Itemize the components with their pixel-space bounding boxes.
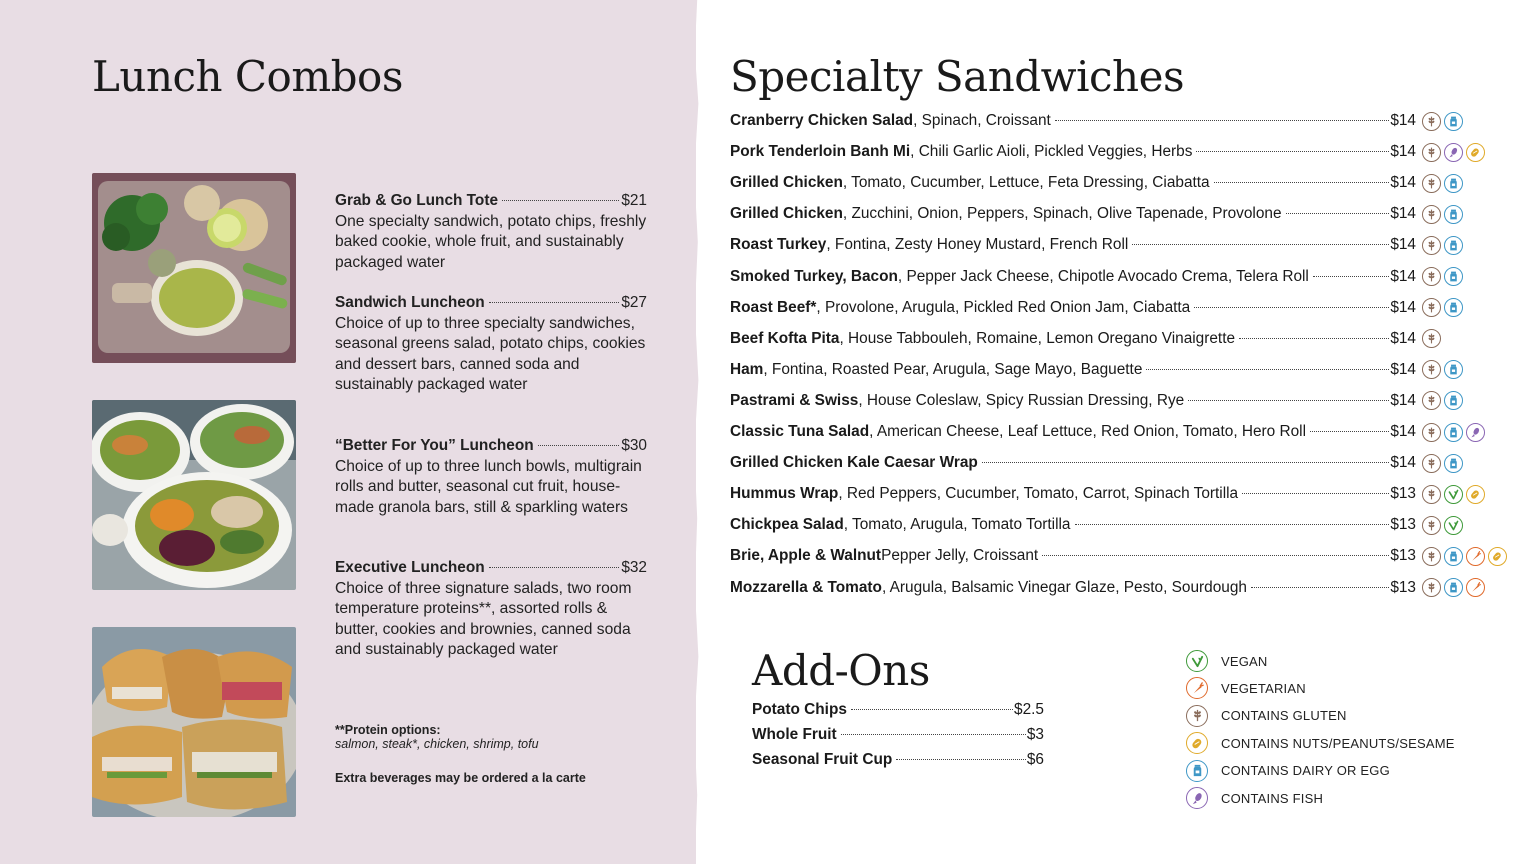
- dairy-icon: [1444, 174, 1463, 193]
- dietary-icons: [1422, 454, 1463, 473]
- legend-label: CONTAINS FISH: [1221, 790, 1324, 806]
- sandwich-item: [730, 295, 1530, 321]
- fish-icon: [1186, 787, 1208, 809]
- sandwich-item: [730, 481, 1530, 507]
- sandwich-price: $13: [1390, 578, 1416, 596]
- dairy-icon: [1444, 578, 1463, 597]
- sandwich-text: [730, 205, 1416, 223]
- combo-description: Choice of three signature salads, two room temperature proteins**, assorted rolls & butter, cookies and brownies, canned soda and sustainably packaged water: [335, 579, 632, 659]
- sandwich-name: Classic Tuna Salad: [730, 423, 870, 440]
- dietary-icons: [1422, 391, 1463, 410]
- sandwich-text: [730, 454, 1416, 472]
- sandwich-price: $13: [1390, 516, 1416, 534]
- sandwich-item: [730, 512, 1530, 538]
- leader-dots: [1196, 151, 1389, 152]
- sandwich-price: $14: [1390, 391, 1416, 409]
- leader-dots: [896, 759, 1026, 760]
- sandwich-price: $13: [1390, 547, 1416, 565]
- dietary-icons: [1422, 547, 1507, 566]
- leader-dots: [841, 734, 1026, 735]
- sandwich-text: [730, 547, 1416, 565]
- sandwich-description: , Chili Garlic Aioli, Pickled Veggies, Herbs: [910, 143, 1193, 161]
- sandwich-price: $14: [1390, 174, 1416, 192]
- combo-description: One specialty sandwich, potato chips, freshly baked cookie, whole fruit, and sustainably packaged water: [335, 212, 647, 271]
- gluten-icon: [1422, 236, 1441, 255]
- protein-options-list: salmon, steak*, chicken, shrimp, tofu: [335, 737, 539, 751]
- sandwich-name: Chickpea Salad: [730, 516, 844, 534]
- vegetarian-icon: [1466, 578, 1485, 597]
- legend-item: [1186, 677, 1486, 699]
- sandwich-text: [730, 423, 1416, 441]
- fish-icon: [1466, 423, 1485, 442]
- dietary-icons: [1422, 485, 1485, 504]
- sandwich-item: [730, 357, 1530, 383]
- legend-item: [1186, 732, 1486, 754]
- gluten-icon: [1422, 360, 1441, 379]
- fish-icon: [1444, 143, 1463, 162]
- sandwich-item: [730, 450, 1530, 476]
- sandwich-price: $14: [1390, 329, 1416, 347]
- sandwich-item: [730, 419, 1530, 445]
- dietary-icons: [1422, 174, 1463, 193]
- vegan-icon: [1444, 516, 1463, 535]
- dairy-icon: [1444, 423, 1463, 442]
- sandwich-name: Grilled Chicken: [730, 174, 843, 192]
- dietary-icons: [1422, 360, 1463, 379]
- combo-item: [335, 191, 647, 273]
- legend-item: [1186, 650, 1486, 672]
- sandwich-price: $14: [1390, 267, 1416, 285]
- sandwich-item: [730, 388, 1530, 414]
- add-on-name: Whole Fruit: [752, 726, 837, 743]
- sandwich-name: Smoked Turkey, Bacon: [730, 267, 898, 285]
- dietary-icons: [1422, 143, 1485, 162]
- dairy-icon: [1444, 547, 1463, 566]
- vegetarian-icon: [1466, 547, 1485, 566]
- sandwich-text: [730, 485, 1416, 503]
- nuts-icon: [1488, 547, 1507, 566]
- leader-dots: [1239, 338, 1389, 339]
- sandwich-price: $14: [1390, 143, 1416, 161]
- combo-name: “Better For You” Luncheon: [335, 437, 534, 454]
- sandwich-text: [730, 299, 1416, 317]
- sandwich-text: [730, 516, 1416, 534]
- gluten-icon: [1422, 205, 1441, 224]
- leader-dots: [1194, 307, 1389, 308]
- vegan-icon: [1444, 485, 1463, 504]
- dairy-icon: [1444, 454, 1463, 473]
- leader-dots: [489, 567, 620, 568]
- add-on-price: $2.5: [1014, 701, 1044, 718]
- legend-label: CONTAINS NUTS/PEANUTS/SESAME: [1221, 735, 1455, 751]
- dairy-icon: [1444, 205, 1463, 224]
- sandwich-item: [730, 575, 1530, 601]
- sandwich-description: , House Tabbouleh, Romaine, Lemon Oregano Vinaigrette: [839, 329, 1236, 347]
- sandwich-name: Grilled Chicken: [730, 205, 843, 223]
- sandwich-price: $14: [1390, 423, 1416, 440]
- gluten-icon: [1422, 391, 1441, 410]
- combo-item: [335, 436, 647, 518]
- dairy-icon: [1444, 298, 1463, 317]
- dietary-icons: [1422, 578, 1485, 597]
- sandwich-description: , Tomato, Cucumber, Lettuce, Feta Dressing, Ciabatta: [842, 174, 1210, 192]
- legend-item: [1186, 787, 1486, 809]
- sandwich-name: Mozzarella & Tomato: [730, 578, 882, 596]
- salad-box-photo: [92, 173, 296, 363]
- sandwich-description: Pepper Jelly, Croissant: [881, 547, 1039, 565]
- sandwich-price: $14: [1390, 360, 1416, 378]
- gluten-icon: [1186, 705, 1208, 727]
- torn-paper-edge: [690, 0, 702, 864]
- leader-dots: [1146, 369, 1389, 370]
- sandwich-price: $14: [1390, 298, 1416, 316]
- sandwich-name: Pastrami & Swiss: [730, 391, 859, 409]
- leader-dots: [1055, 120, 1390, 121]
- sandwich-description: , Arugula, Balsamic Vinegar Glaze, Pesto, Sourdough: [881, 578, 1247, 596]
- combo-price: $30: [621, 437, 647, 454]
- sandwich-text: [730, 236, 1416, 254]
- sandwich-item: [730, 543, 1530, 569]
- add-ons-title: Add-Ons: [752, 646, 930, 695]
- leader-dots: [1042, 555, 1389, 556]
- nuts-icon: [1186, 732, 1208, 754]
- leader-dots: [1188, 400, 1389, 401]
- sandwich-description: , Tomato, Arugula, Tomato Tortilla: [843, 516, 1071, 534]
- leader-dots: [1242, 493, 1389, 494]
- sandwich-description: , Pepper Jack Cheese, Chipotle Avocado Crema, Telera Roll: [897, 267, 1309, 285]
- gluten-icon: [1422, 329, 1441, 348]
- sandwich-price: $14: [1390, 236, 1416, 254]
- gluten-icon: [1422, 298, 1441, 317]
- leader-dots: [1132, 244, 1389, 245]
- leader-dots: [851, 709, 1013, 710]
- dairy-icon: [1186, 760, 1208, 782]
- beverage-note: [335, 771, 586, 785]
- sandwich-name: Beef Kofta Pita: [730, 329, 840, 347]
- sandwich-text: [730, 174, 1416, 192]
- leader-dots: [982, 462, 1390, 463]
- protein-options-note: [335, 723, 539, 751]
- gluten-icon: [1422, 423, 1441, 442]
- combo-item: [335, 293, 647, 396]
- gluten-icon: [1422, 143, 1441, 162]
- dairy-icon: [1444, 236, 1463, 255]
- sandwich-item: [730, 326, 1530, 352]
- sandwich-name: Grilled Chicken Kale Caesar Wrap: [730, 454, 978, 472]
- sandwich-description: , Provolone, Arugula, Pickled Red Onion Jam, Ciabatta: [816, 298, 1191, 316]
- dietary-icons: [1422, 267, 1463, 286]
- dietary-icons: [1422, 112, 1463, 131]
- sandwich-item: [730, 170, 1530, 196]
- gluten-icon: [1422, 112, 1441, 131]
- sandwich-description: , Zucchini, Onion, Peppers, Spinach, Olive Tapenade, Provolone: [842, 205, 1282, 223]
- sandwich-description: , Fontina, Roasted Pear, Arugula, Sage Mayo, Baguette: [763, 360, 1143, 378]
- sandwich-name: Brie, Apple & Walnut: [730, 547, 882, 565]
- legend-label: VEGETARIAN: [1221, 680, 1306, 696]
- sandwich-name: Ham: [730, 360, 764, 378]
- sandwich-text: [730, 268, 1416, 286]
- dietary-icons: [1422, 423, 1485, 442]
- dairy-icon: [1444, 267, 1463, 286]
- sandwich-platter-photo: [92, 627, 296, 817]
- sandwich-description: , Spinach, Croissant: [913, 112, 1051, 129]
- sandwich-price: $14: [1390, 454, 1416, 472]
- leader-dots: [502, 200, 619, 201]
- combo-name: Sandwich Luncheon: [335, 294, 485, 311]
- add-on-price: $6: [1026, 751, 1044, 768]
- leader-dots: [489, 302, 620, 303]
- dietary-icons: [1422, 236, 1463, 255]
- add-on-item: [752, 751, 1044, 769]
- protein-options-title: **Protein options:: [335, 723, 441, 737]
- nuts-icon: [1466, 143, 1485, 162]
- leader-dots: [1251, 587, 1389, 588]
- sandwich-name: Roast Turkey: [730, 236, 827, 254]
- sandwich-text: [730, 112, 1416, 130]
- sandwich-price: $14: [1390, 112, 1416, 129]
- leader-dots: [1286, 213, 1390, 214]
- sandwich-description: , Red Peppers, Cucumber, Tomato, Carrot, Spinach Tortilla: [838, 485, 1239, 503]
- add-on-name: Seasonal Fruit Cup: [752, 751, 893, 768]
- gluten-icon: [1422, 547, 1441, 566]
- sandwich-text: [730, 330, 1416, 348]
- sandwich-price: $14: [1390, 205, 1416, 223]
- legend-item: [1186, 705, 1486, 727]
- legend-label: VEGAN: [1221, 653, 1268, 669]
- combo-price: $21: [621, 192, 647, 209]
- add-on-price: $3: [1026, 726, 1044, 743]
- leader-dots: [1313, 276, 1389, 277]
- sandwich-name: Cranberry Chicken Salad: [730, 112, 914, 129]
- dietary-icons: [1422, 516, 1463, 535]
- dairy-icon: [1444, 112, 1463, 131]
- combo-item: [335, 558, 647, 661]
- beverage-note-text: Extra beverages may be ordered a la carte: [335, 771, 586, 785]
- sandwich-name: Pork Tenderloin Banh Mi: [730, 143, 911, 161]
- combo-name: Grab & Go Lunch Tote: [335, 192, 499, 209]
- legend-item: [1186, 760, 1486, 782]
- sandwich-text: [730, 143, 1416, 161]
- gluten-icon: [1422, 578, 1441, 597]
- lunch-bowls-photo: [92, 400, 296, 590]
- combo-price: $32: [621, 559, 647, 576]
- dietary-icons: [1422, 298, 1463, 317]
- dairy-icon: [1444, 360, 1463, 379]
- sandwich-text: [730, 361, 1416, 379]
- nuts-icon: [1466, 485, 1485, 504]
- sandwich-item: [730, 232, 1530, 258]
- combo-name: Executive Luncheon: [335, 559, 485, 576]
- lunch-combos-title: Lunch Combos: [92, 52, 403, 101]
- gluten-icon: [1422, 516, 1441, 535]
- sandwich-item: [730, 108, 1530, 134]
- dietary-icons: [1422, 329, 1441, 348]
- sandwich-name: Roast Beef*: [730, 298, 817, 316]
- legend-label: CONTAINS DAIRY OR EGG: [1221, 763, 1390, 779]
- sandwich-description: , House Coleslaw, Spicy Russian Dressing, Rye: [858, 391, 1185, 409]
- vegetarian-icon: [1186, 677, 1208, 699]
- combo-description: Choice of up to three lunch bowls, multigrain rolls and butter, seasonal cut fruit, house-made granola bars, still & sparkling waters: [335, 457, 642, 516]
- sandwich-description: , Fontina, Zesty Honey Mustard, French Roll: [826, 236, 1129, 254]
- dairy-icon: [1444, 391, 1463, 410]
- add-on-item: [752, 726, 1044, 744]
- specialty-sandwiches-title: Specialty Sandwiches: [730, 52, 1185, 101]
- gluten-icon: [1422, 267, 1441, 286]
- gluten-icon: [1422, 454, 1441, 473]
- leader-dots: [1310, 431, 1389, 432]
- legend-label: CONTAINS GLUTEN: [1221, 708, 1347, 724]
- add-on-name: Potato Chips: [752, 701, 847, 718]
- add-on-item: [752, 701, 1044, 719]
- combo-price: $27: [621, 294, 647, 311]
- sandwich-text: [730, 579, 1416, 597]
- sandwich-description: , American Cheese, Leaf Lettuce, Red Onion, Tomato, Hero Roll: [869, 423, 1307, 440]
- gluten-icon: [1422, 485, 1441, 504]
- gluten-icon: [1422, 174, 1441, 193]
- sandwich-item: [730, 264, 1530, 290]
- sandwich-price: $13: [1390, 485, 1416, 503]
- leader-dots: [538, 445, 620, 446]
- sandwich-item: [730, 201, 1530, 227]
- dietary-icons: [1422, 205, 1463, 224]
- leader-dots: [1075, 524, 1390, 525]
- combo-description: Choice of up to three specialty sandwiches, seasonal greens salad, potato chips, cookies and dessert bars, canned soda and sustainably packaged water: [335, 314, 646, 394]
- sandwich-item: [730, 139, 1530, 165]
- vegan-icon: [1186, 650, 1208, 672]
- sandwich-text: [730, 392, 1416, 410]
- sandwich-name: Hummus Wrap: [730, 485, 839, 503]
- leader-dots: [1214, 182, 1390, 183]
